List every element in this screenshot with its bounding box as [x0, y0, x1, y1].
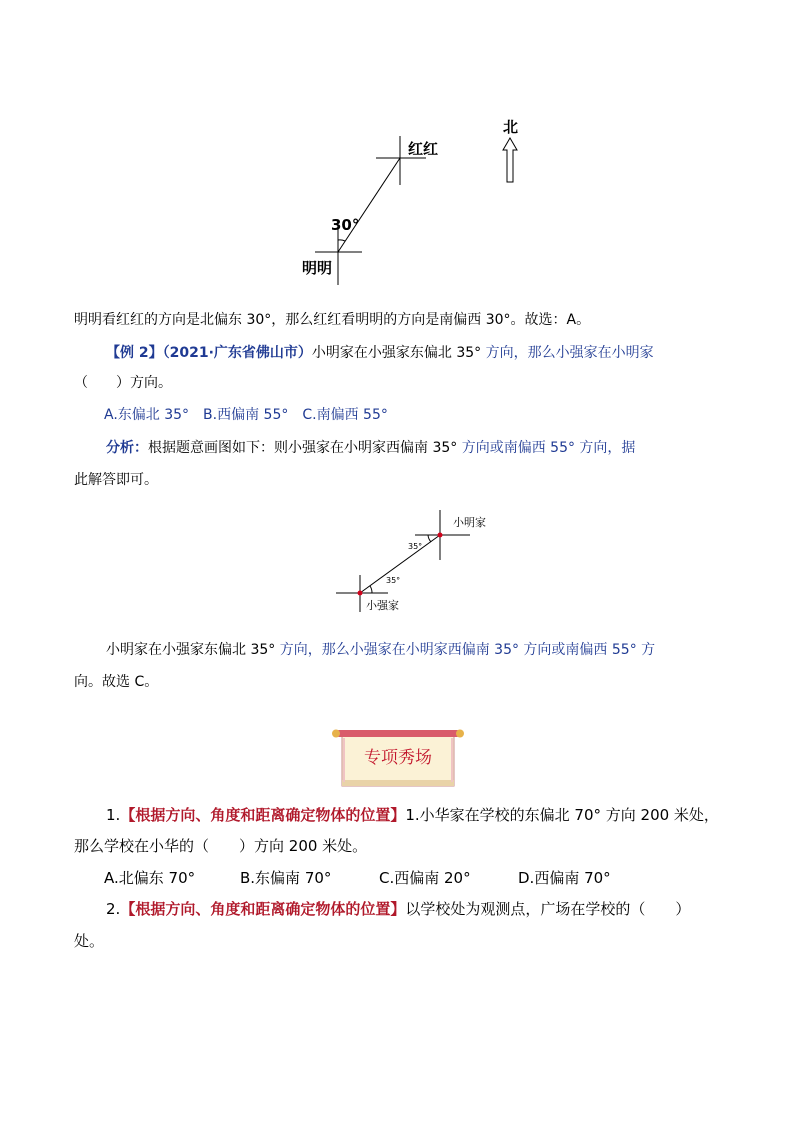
q1-number: 1. — [106, 806, 121, 824]
xiaoming-point — [438, 533, 443, 538]
q2-number: 2. — [106, 900, 121, 918]
analysis-line — [106, 438, 635, 458]
north-arrow-icon — [503, 138, 517, 182]
q1-line1 — [106, 805, 719, 825]
answer-text-a: 小明家在小强家东偏北 35° — [106, 642, 276, 658]
q1-option-a: A.北偏东 70° — [104, 869, 196, 887]
answer-text-d: 方 — [636, 642, 656, 658]
mingming-label: 明明 — [302, 259, 333, 277]
answer-text-c: 方向或南偏西 55° — [518, 642, 637, 658]
q2-text: 以学校处为观测点，广场在学校的（ ） — [405, 900, 691, 918]
answer2-line1 — [106, 640, 655, 660]
example2-question — [106, 343, 654, 363]
xiaoqiang-point — [358, 591, 363, 596]
north-label: 北 — [503, 118, 519, 136]
q1-option-c: C.西偏南 20° — [379, 869, 471, 887]
example-source: （2021·广东省佛山市） — [162, 345, 312, 361]
xiaoqiang-label: 小强家 — [366, 599, 399, 612]
analysis-text-b: 方向或南偏西 55° 方向，据 — [457, 440, 636, 456]
angle-arc-top — [428, 535, 431, 542]
question-text-a: 小明家在小强家东偏北 35° — [311, 345, 482, 361]
angle-arc-bottom — [370, 586, 372, 593]
example2-question-line2: （ ）方向。 — [74, 375, 172, 391]
question-text-b: 方向，那么小强家在小明家 — [481, 345, 654, 361]
honghong-label: 红红 — [408, 140, 439, 158]
direction-diagram-1 — [290, 110, 540, 290]
q2-tag: 【根据方向、角度和距离确定物体的位置】 — [120, 900, 406, 918]
q2-line2: 处。 — [74, 932, 105, 950]
example-tag: 【例 2】 — [106, 345, 163, 361]
angle-label-bottom: 35° — [386, 576, 401, 585]
analysis-text-a: 根据题意画图如下：则小强家在小明家西偏南 35° — [148, 440, 458, 456]
q1-tag: 【根据方向、角度和距离确定物体的位置】 — [120, 806, 406, 824]
q1-option-b: B.东偏南 70° — [240, 869, 332, 887]
analysis-line2: 此解答即可。 — [74, 472, 158, 488]
answer2-line2: 向。故选 C。 — [74, 674, 159, 690]
q2-line1 — [106, 899, 690, 919]
section-banner — [330, 726, 466, 788]
sightline — [338, 158, 400, 252]
explanation-line: 明明看红红的方向是北偏东 30°，那么红红看明明的方向是南偏西 30°。故选：A。 — [74, 312, 591, 328]
example2-options: A.东偏北 35° B.西偏南 55° C.南偏西 55° — [104, 407, 388, 423]
q1-text: 1.小华家在学校的东偏北 70° 方向 200 米处， — [405, 806, 719, 824]
banner-title: 专项秀场 — [364, 748, 432, 768]
analysis-tag: 分析： — [106, 440, 148, 456]
xiaoming-label: 小明家 — [453, 516, 486, 529]
angle-label-top: 35° — [408, 542, 423, 551]
scroll-rod-top — [336, 730, 460, 737]
angle-arc — [338, 240, 345, 241]
q1-line2: 那么学校在小华的（ ）方向 200 米处。 — [74, 837, 368, 855]
q1-option-d: D.西偏南 70° — [518, 869, 611, 887]
direction-diagram-2 — [330, 505, 490, 617]
answer-text-b: 方向，那么小强家在小明家西偏南 35° — [275, 642, 519, 658]
angle-label: 30° — [331, 216, 360, 234]
